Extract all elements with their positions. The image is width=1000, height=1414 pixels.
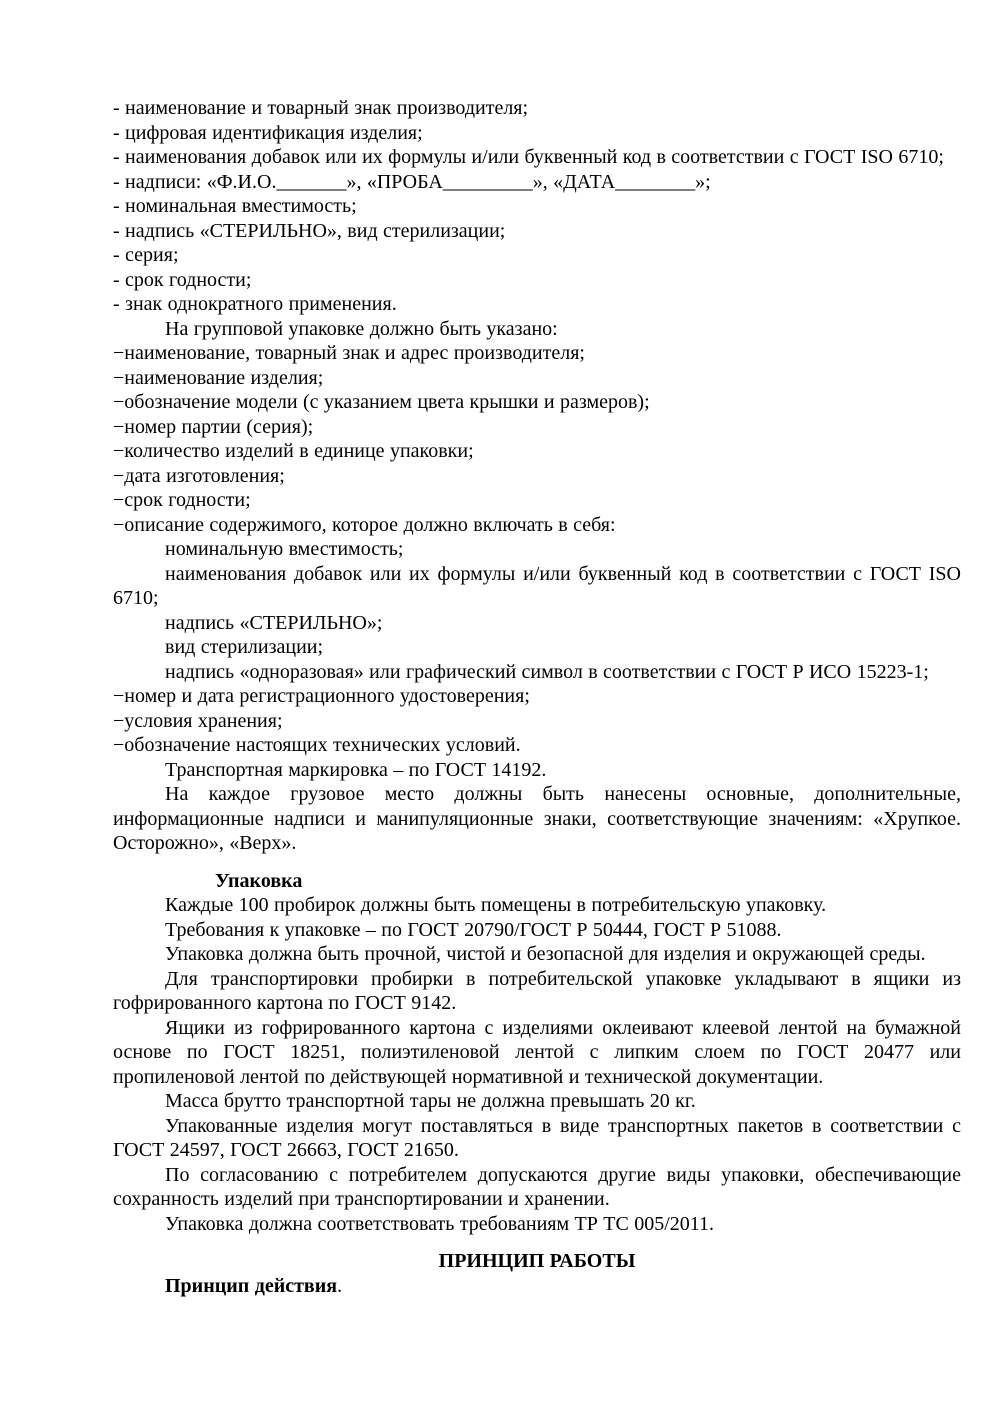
paragraph: надпись «СТЕРИЛЬНО»;: [165, 611, 383, 634]
section-heading: Упаковка: [215, 869, 303, 892]
paragraph: Транспортная маркировка – по ГОСТ 14192.: [165, 758, 547, 781]
list-item: −дата изготовления;: [113, 464, 285, 487]
list-item: - срок годности;: [113, 268, 252, 291]
paragraph: На групповой упаковке должно быть указано:: [165, 317, 558, 340]
list-item: - надписи: «Ф.И.О._______», «ПРОБА_________», «ДАТА________»;: [113, 170, 711, 193]
paragraph-lead-bold: Принцип действия: [165, 1274, 338, 1297]
paragraph: Для транспортировки пробирки в потребительской упаковке укладывают в ящики из гофрированного картона по ГОСТ 9142.: [113, 967, 961, 1014]
list-item: −наименование изделия;: [113, 366, 324, 389]
paragraph: вид стерилизации;: [165, 636, 324, 658]
paragraph: Упаковка должна соответствовать требованиям ТР ТС 005/2011.: [165, 1212, 715, 1235]
document-body: [113, 96, 961, 1298]
list-item: −условия хранения;: [113, 709, 283, 732]
paragraph: Требования к упаковке – по ГОСТ 20790/ГОСТ Р 50444, ГОСТ Р 51088.: [165, 918, 782, 941]
paragraph: надпись «одноразовая» или графический символ в соответствии с ГОСТ Р ИСО 15223-1;: [165, 660, 929, 683]
list-item: −обозначение настоящих технических условий.: [113, 734, 521, 756]
paragraph: Ящики из гофрированного картона с изделиями оклеивают клеевой лентой на бумажной основе по ГОСТ 18251, полиэтиленовой лентой с липким слоем по ГОСТ 20477 или пропиленовой лентой по действующей нормативной и технической документации.: [113, 1016, 961, 1088]
list-item: −описание содержимого, которое должно включать в себя:: [113, 513, 616, 536]
paragraph: Масса брутто транспортной тары не должна превышать 20 кг.: [165, 1090, 696, 1112]
chapter-heading: ПРИНЦИП РАБОТЫ: [438, 1250, 636, 1272]
list-item: −срок годности;: [113, 489, 251, 511]
spacer: [113, 1236, 961, 1249]
paragraph: номинальную вместимость;: [165, 538, 404, 560]
list-item: - цифровая идентификация изделия;: [113, 121, 423, 144]
paragraph: наименования добавок или их формулы и/или буквенный код в соответствии с ГОСТ ISO 6710;: [113, 562, 961, 609]
list-item: - номинальная вместимость;: [113, 195, 357, 217]
list-item: - надпись «СТЕРИЛЬНО», вид стерилизации;: [113, 219, 506, 242]
list-item: −количество изделий в единице упаковки;: [113, 440, 474, 462]
list-item: −номер партии (серия);: [113, 415, 314, 438]
paragraph-text: .: [337, 1274, 343, 1297]
paragraph: [113, 1274, 961, 1299]
spacer: [113, 856, 961, 869]
list-item: −наименование, товарный знак и адрес производителя;: [113, 342, 585, 364]
list-item: - знак однократного применения.: [113, 293, 397, 315]
paragraph: По согласованию с потребителем допускаются другие виды упаковки, обеспечивающие сохранность изделий при транспортировании и хранении.: [113, 1163, 961, 1210]
list-item: - наименование и товарный знак производителя;: [113, 97, 529, 119]
list-item: −номер и дата регистрационного удостоверения;: [113, 685, 530, 707]
paragraph: Каждые 100 пробирок должны быть помещены в потребительскую упаковку.: [165, 894, 827, 916]
list-item: −обозначение модели (с указанием цвета крышки и размеров);: [113, 391, 650, 413]
paragraph: Упакованные изделия могут поставляться в виде транспортных пакетов в соответствии с ГОСТ 24597, ГОСТ 26663, ГОСТ 21650.: [113, 1114, 961, 1161]
paragraph: На каждое грузовое место должны быть нанесены основные, дополнительные, информационные надписи и манипуляционные знаки, соответствующие значениям: «Хрупкое. Осторожно», «Верх».: [113, 783, 961, 854]
list-item: - серия;: [113, 244, 179, 266]
paragraph: Упаковка должна быть прочной, чистой и безопасной для изделия и окружающей среды.: [165, 943, 926, 965]
list-item: - наименования добавок или их формулы и/или буквенный код в соответствии с ГОСТ ISO 6710;: [113, 146, 944, 168]
